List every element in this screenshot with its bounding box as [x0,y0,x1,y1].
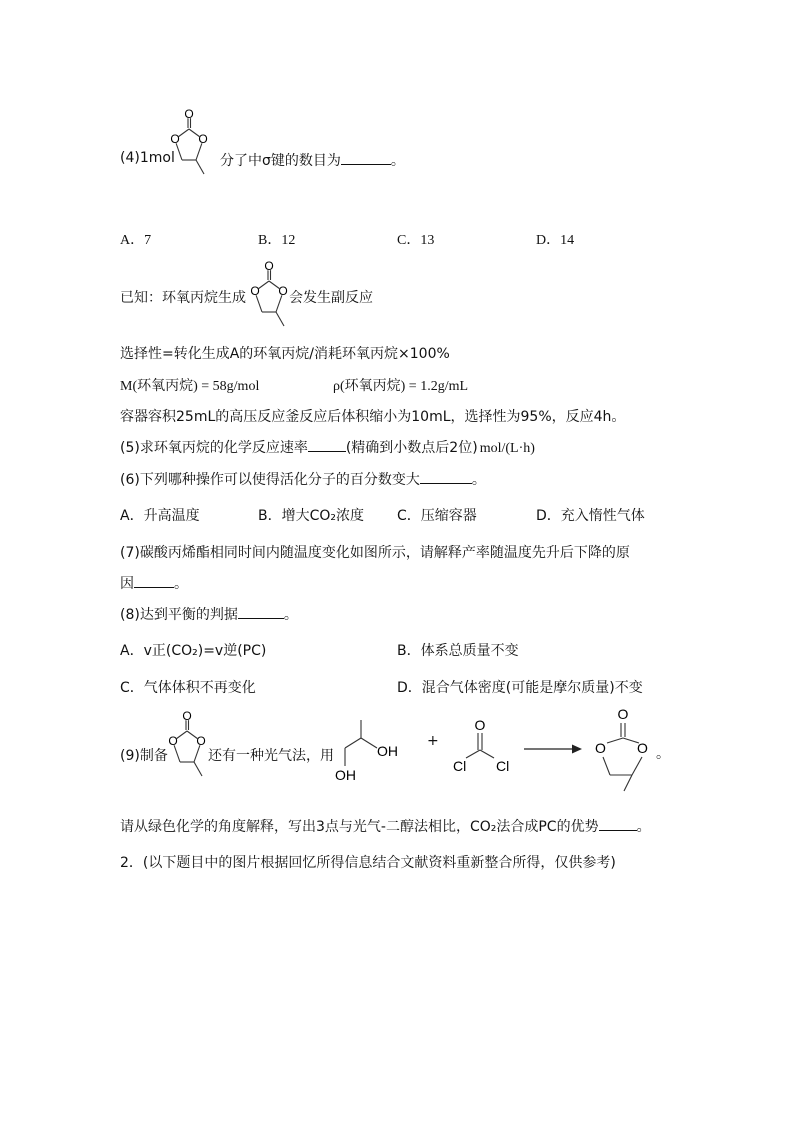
propylene-carbonate-structure [166,108,222,180]
q4-suffix: 分了中σ键的数目为 [220,153,341,169]
q4-option-c[interactable]: C．13 [397,233,435,248]
atom-o: O [278,284,288,298]
q6-option-b[interactable]: B．增大CO₂浓度 [258,508,365,524]
q5-unit: mol/(L·h) [479,441,535,456]
green-prefix: 请从绿色化学的角度解释，写出3点与光气-二醇法相比，CO₂法合成PC的优势 [120,819,599,835]
q9-middle: 还有一种光气法，用 [208,748,334,764]
answer-blank[interactable] [308,438,346,452]
reaction-arrow-icon [522,743,584,755]
green-end: 。 [636,819,651,835]
atom-o: O [182,710,192,723]
q7-end: 。 [174,576,188,592]
q6 [120,469,486,489]
answer-blank[interactable] [238,605,284,619]
q5-prefix: (5)求环氧丙烷的化学反应速率 [120,440,308,456]
atom-o: O [250,284,260,298]
q4-option-a[interactable]: A．7 [120,233,152,248]
density: ρ(环氧丙烷) = 1.2g/mL [333,379,469,394]
q7-line2-text: 因 [120,576,134,592]
atom-o-ring-left: O [170,132,180,146]
atom-o: O [168,734,178,748]
atom-o-carbonyl: O [184,108,194,121]
q8-option-c[interactable]: C．气体体积不再变化 [120,680,256,696]
q4-prefix: (4)1mol [120,150,175,166]
q8-option-d[interactable]: D．混合气体密度(可能是摩尔质量)不变 [397,680,643,696]
q4-end: 。 [390,153,405,169]
answer-blank[interactable] [134,574,174,588]
atom-o: O [595,740,606,756]
atom-cl-left: Cl [453,758,467,774]
q4-option-d[interactable]: D．14 [536,233,575,248]
q8-option-a[interactable]: A．v正(CO₂)=v逆(PC) [120,643,267,659]
atom-o: O [264,260,274,273]
atom-o: O [196,734,206,748]
q8-option-b[interactable]: B．体系总质量不变 [397,643,519,659]
green-question [120,816,651,836]
propanediol-structure [333,712,413,786]
answer-blank[interactable] [420,470,472,484]
q8-stem: (8)达到平衡的判据 [120,607,238,623]
answer-blank[interactable] [341,151,391,165]
q6-stem: (6)下列哪种操作可以使得活化分子的百分数变大 [120,472,420,488]
q4-question [220,150,405,170]
atom-oh-lower: OH [335,767,356,783]
q5 [120,437,535,457]
atom-o: O [637,740,648,756]
q4-option-b[interactable]: B．12 [258,233,296,248]
q6-option-d[interactable]: D．充入惰性气体 [536,508,645,524]
q9-end: 。 [656,746,670,762]
q9-prefix: (9)制备 [120,748,168,764]
q7-line1: (7)碳酸丙烯酯相同时间内随温度变化如图所示，请解释产率随温度先升后下降的原 [120,545,630,561]
known-suffix: 会发生副反应 [289,290,373,306]
atom-o: O [617,706,629,722]
propylene-carbonate-structure [246,260,294,330]
phosgene-structure [450,716,520,776]
q6-end: 。 [471,472,486,488]
molar-mass: M(环氧丙烷) = 58g/mol [120,379,260,394]
atom-cl-right: Cl [496,758,510,774]
q6-option-c[interactable]: C．压缩容器 [397,508,477,524]
reaction-condition: 容器容积25mL的高压反应釜反应后体积缩小为10mL，选择性为95%，反应4h。 [120,409,626,425]
q5-suffix: (精确到小数点后2位) [345,440,478,456]
q6-option-a[interactable]: A．升高温度 [120,508,200,524]
atom-oh-upper: OH [377,743,398,759]
propylene-carbonate-product [586,705,648,797]
q8 [120,604,298,624]
q7-line2 [120,573,188,593]
atom-o-ring-right: O [198,132,208,146]
plus-sign: + [427,733,439,749]
answer-blank[interactable] [599,817,637,831]
question-2-header: 2．(以下题目中的图片根据回忆所得信息结合文献资料重新整合所得，仅供参考) [120,855,616,871]
known-prefix: 已知：环氧丙烷生成 [120,290,246,306]
q8-end: 。 [283,607,298,623]
selectivity-definition: 选择性=转化生成A的环氧丙烷/消耗环氧丙烷×100% [120,346,450,362]
atom-o: O [474,717,486,733]
